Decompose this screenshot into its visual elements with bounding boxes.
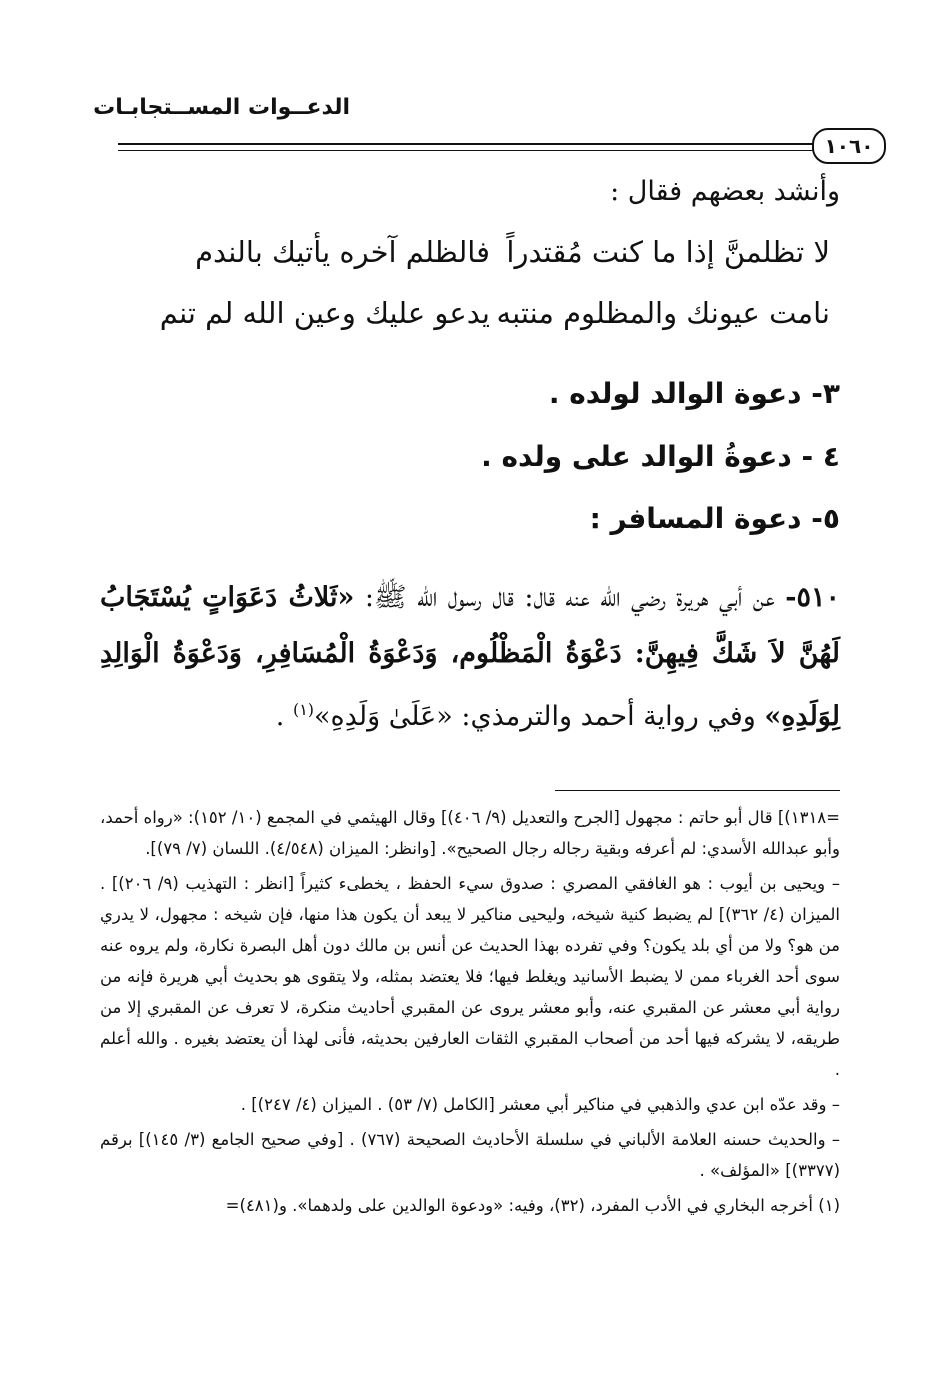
header-rule xyxy=(118,143,820,151)
hadith-intro: عن أبي هريرة رضي الله عنه قال: قال رسول الله ﷺ: xyxy=(364,582,775,613)
footnote-paragraph: – ويحيى بن أيوب : هو الغافقي المصري : صدوق سيء الحفظ ، يخطىء كثيراً [انظر : التهذيب (٩/ ٢٠٦)] . الميزان (٤/ ٣٦٢)] لم يضبط كنية شيخه، وليحيى مناكير لا يبعد أن يكون هذا منها، فإن شيخه : مجهول، لا يدري من هو؟ ولا من أي بلد يكون؟ وفي تفرده بهذا الحديث عن أنس بن مالك دون أهل البصرة نكارة، ولم يروه عنه سوى أحد الغرباء ممن لا يضبط الأسانيد ويغلط فيها؛ فلا يعتضد بمثله، ولا يتقوى هو بحديث أبي هريرة فإنه من رواية أبي معشر عن المقبري عنه، وأبو معشر يروى عن المقبري أحاديث منكرة، لا تعرف عن المقبري إلا من طريقه، لا يشركه فيها أحد من أصحاب المقبري الثقات العارفين بحديثه، فأنى لهذا أن يعتضد بغيره . والله أعلم . xyxy=(100,874,840,1079)
verse-second-hemistich: فالظلم آخره يأتيك بالندم xyxy=(195,235,490,269)
poem-verse xyxy=(120,235,830,285)
list-text: دعوةُ الوالد على ولده . xyxy=(481,440,792,473)
footnotes xyxy=(100,802,840,1225)
verse-second-hemistich: يدعو عليك وعين الله لم تنم xyxy=(159,296,490,330)
page-number: ١٠٦٠ xyxy=(812,128,886,164)
running-header-title: الدعــوات المســتجابـات xyxy=(93,95,350,120)
list-number: ٤ - xyxy=(801,440,840,473)
list-text: دعوة المسافر : xyxy=(589,502,802,535)
hadith-end: . xyxy=(275,701,285,732)
footnote-paragraph: =١٣١٨)] قال أبو حاتم : مجهول [الجرح والتعديل (٩/ ٤٠٦)] وقال الهيثمي في المجمع (١٠/ ١٥٢): «رواه أحمد، وأبو عبدالله الأسدي: لم أعرفه وبقية رجاله رجال الصحيح». [وانظر: الميزان (٤/٥٤٨). اللسان (٧/ ٧٩)]. xyxy=(100,808,840,858)
list-number: ٣- xyxy=(811,377,840,410)
list-item xyxy=(110,377,840,410)
footnote-paragraph: – وقد عدّه ابن عدي والذهبي في مناكير أبي معشر [الكامل (٧/ ٥٣) . الميزان (٤/ ٢٤٧)] . xyxy=(240,1095,840,1114)
footnote-paragraph: – والحديث حسنه العلامة الألباني في سلسلة الأحاديث الصحيحة (٧٦٧) . [وفي صحيح الجامع (٣/ ١٤٥)] برقم (٣٣٧٧)] «المؤلف» . xyxy=(100,1130,841,1180)
footnote-reference: (١) xyxy=(292,700,315,719)
hadith-quote: «ثَلاثُ دَعَوَاتٍ يُسْتَجَابُ لَهُنَّ لاَ شَكَّ فِيهِنَّ: دَعْوَةُ الْمَظْلُوم، وَدَعْوَةُ الْمُسَافِرِ، وَدَعْوَةُ الْوَالِدِ لِوَلَدِهِ» xyxy=(100,582,840,732)
hadith-continuation: وفي رواية أحمد والترمذي: «عَلَىٰ وَلَدِهِ» xyxy=(314,701,756,732)
verse-first-hemistich: لا تظلمنَّ إذا ما كنت مُقتدراً xyxy=(506,235,830,269)
hadith-paragraph xyxy=(100,570,840,745)
poem-verse xyxy=(120,296,830,346)
hadith-number: ٥١٠- xyxy=(785,582,840,613)
list-item xyxy=(110,440,840,473)
verse-first-hemistich: نامت عيونك والمظلوم منتبه xyxy=(496,296,830,330)
footnote-separator xyxy=(555,790,840,791)
poem-intro: وأنشد بعضهم فقال : xyxy=(610,176,840,207)
list-text: دعوة الوالد لولده . xyxy=(548,377,802,410)
list-item xyxy=(110,502,840,535)
list-number: ٥- xyxy=(811,502,840,535)
footnote-paragraph: (١) أخرجه البخاري في الأدب المفرد، (٣٢)، وفيه: «ودعوة الوالدين على ولدهما». و(٤٨١)= xyxy=(225,1196,840,1215)
